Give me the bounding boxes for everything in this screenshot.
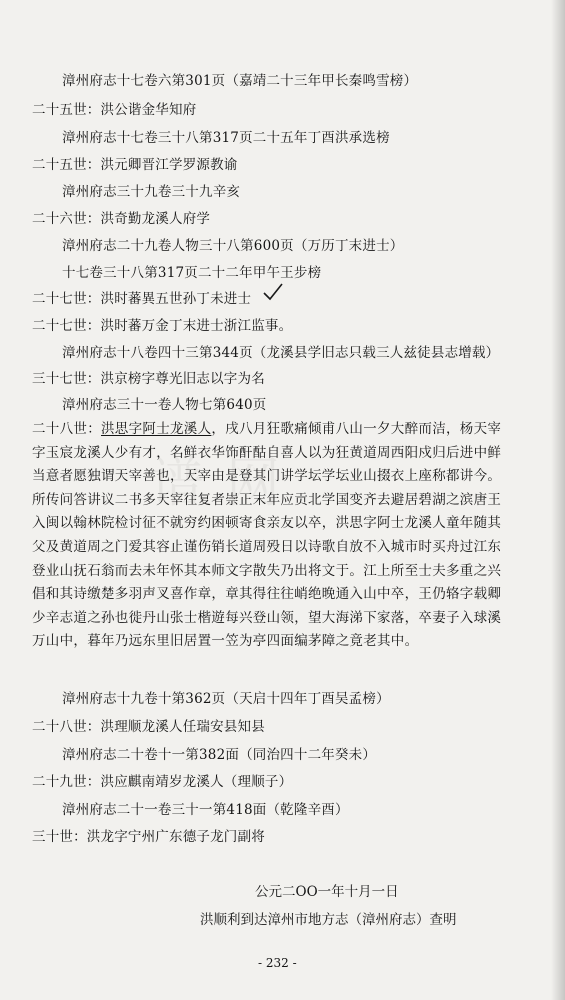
- paragraph-line-7: 登业山抚石翁而去未年怀其本师文字散失乃出将文于。江上所至士夫多重之兴: [32, 562, 502, 579]
- footer-signature: 洪顺利到达漳州市地方志（漳州府志）查明: [200, 912, 457, 928]
- line-17: 二十九世：洪应麒南靖岁龙溪人（理顺子）: [32, 774, 293, 790]
- paragraph-line-4: 所传问答讲议二书多天宰往复者崇正末年应贡北学国变齐去避居碧湖之滨唐王: [32, 491, 502, 508]
- paragraph-line-9: 少辛志道之孙也徙丹山张士楷遊每兴登山领，望大海涕下家落，卒妻子入球溪: [32, 609, 502, 626]
- paragraph-line-5: 入闽以翰林院检讨征不就穷约困顿寄食亲友以卒，洪思字阿士龙溪人童年随其: [32, 515, 502, 532]
- line-8: 十七卷三十八第317页二十二年甲午王步榜: [62, 265, 322, 281]
- paragraph-lead: 二十八世：: [32, 421, 101, 437]
- paragraph-line-6: 父及黄道周之门爱其容止谨伤销长道周殁日以诗歌自放不入城市时买舟过江东: [32, 538, 502, 555]
- line-5: 漳州府志三十九卷三十九辛亥: [62, 184, 241, 200]
- line-4: 二十五世：洪元卿晋江学罗源教谕: [32, 157, 238, 173]
- page-number: - 232 -: [258, 956, 297, 970]
- page-edge-shadow: [551, 0, 565, 1000]
- line-2: 二十五世：洪公谐金华知府: [32, 102, 197, 118]
- line-15: 二十八世：洪理顺龙溪人任瑞安县知县: [32, 719, 265, 735]
- line-7: 漳州府志二十九卷人物三十八第600页（万历丁末进士）: [62, 238, 404, 254]
- paragraph-line-2: 字玉宸龙溪人少有才，名鲜衣华饰酐酤自喜人以为狂黄道周西阳戍归后进中鲜: [32, 444, 502, 461]
- paragraph-line-10: 万山中，暮年乃远东里旧居置一笠为亭四面编茅障之竟老其中。: [32, 633, 419, 650]
- paragraph-line: [32, 418, 520, 442]
- line-3: 漳州府志十七卷三十八第317页二十五年丁酉洪承选榜: [62, 130, 390, 146]
- line-9: 二十七世：洪时蕃異五世孙丁未进士: [32, 291, 252, 307]
- paragraph-line-8: 倡和其诗缴楚多羽声叉喜作章，章其得往往峭绝晚通入山中卒，王仍辂字载卿: [32, 586, 502, 603]
- line-13: 漳州府志三十一卷人物七第640页: [62, 397, 267, 413]
- paragraph-line-1: ，戌八月狂歌痛倾甫八山一夕大醉而洁，杨天宰: [211, 421, 502, 437]
- checkmark-icon: [262, 282, 284, 302]
- line-14: 漳州府志十九卷十第362页（天启十四年丁酉吴孟榜）: [62, 691, 390, 707]
- line-6: 二十六世：洪奇勤龙溪人府学: [32, 211, 211, 227]
- line-1: 漳州府志十七卷六第301页（嘉靖二十三年甲长秦鸣雪榜）: [62, 73, 418, 89]
- line-16: 漳州府志二十卷十一第382面（同治四十二年癸未）: [62, 747, 377, 763]
- line-19: 三十世：洪龙字宁州广东德子龙门副将: [32, 829, 265, 845]
- line-12: 三十七世：洪京榜字尊光旧志以字为名: [32, 371, 265, 387]
- line-11: 漳州府志十八卷四十三第344页（龙溪县学旧志只载三人兹徒县志增载）: [62, 345, 500, 361]
- line-10: 二十七世：洪时蕃万金丁末进士浙江监事。: [32, 318, 293, 334]
- line-18: 漳州府志二十一卷三十一第418面（乾隆辛酉）: [62, 802, 349, 818]
- biography-paragraph: [32, 418, 520, 654]
- footer-date: 公元二OO一年十月一日: [255, 884, 399, 900]
- underlined-name: 洪思字阿士龙溪人: [101, 421, 212, 437]
- paragraph-line-3: 当意者愿独谓天宰善也，天宰由是登其门讲学坛学坛业山掇衣上座称都讲今。: [32, 468, 502, 485]
